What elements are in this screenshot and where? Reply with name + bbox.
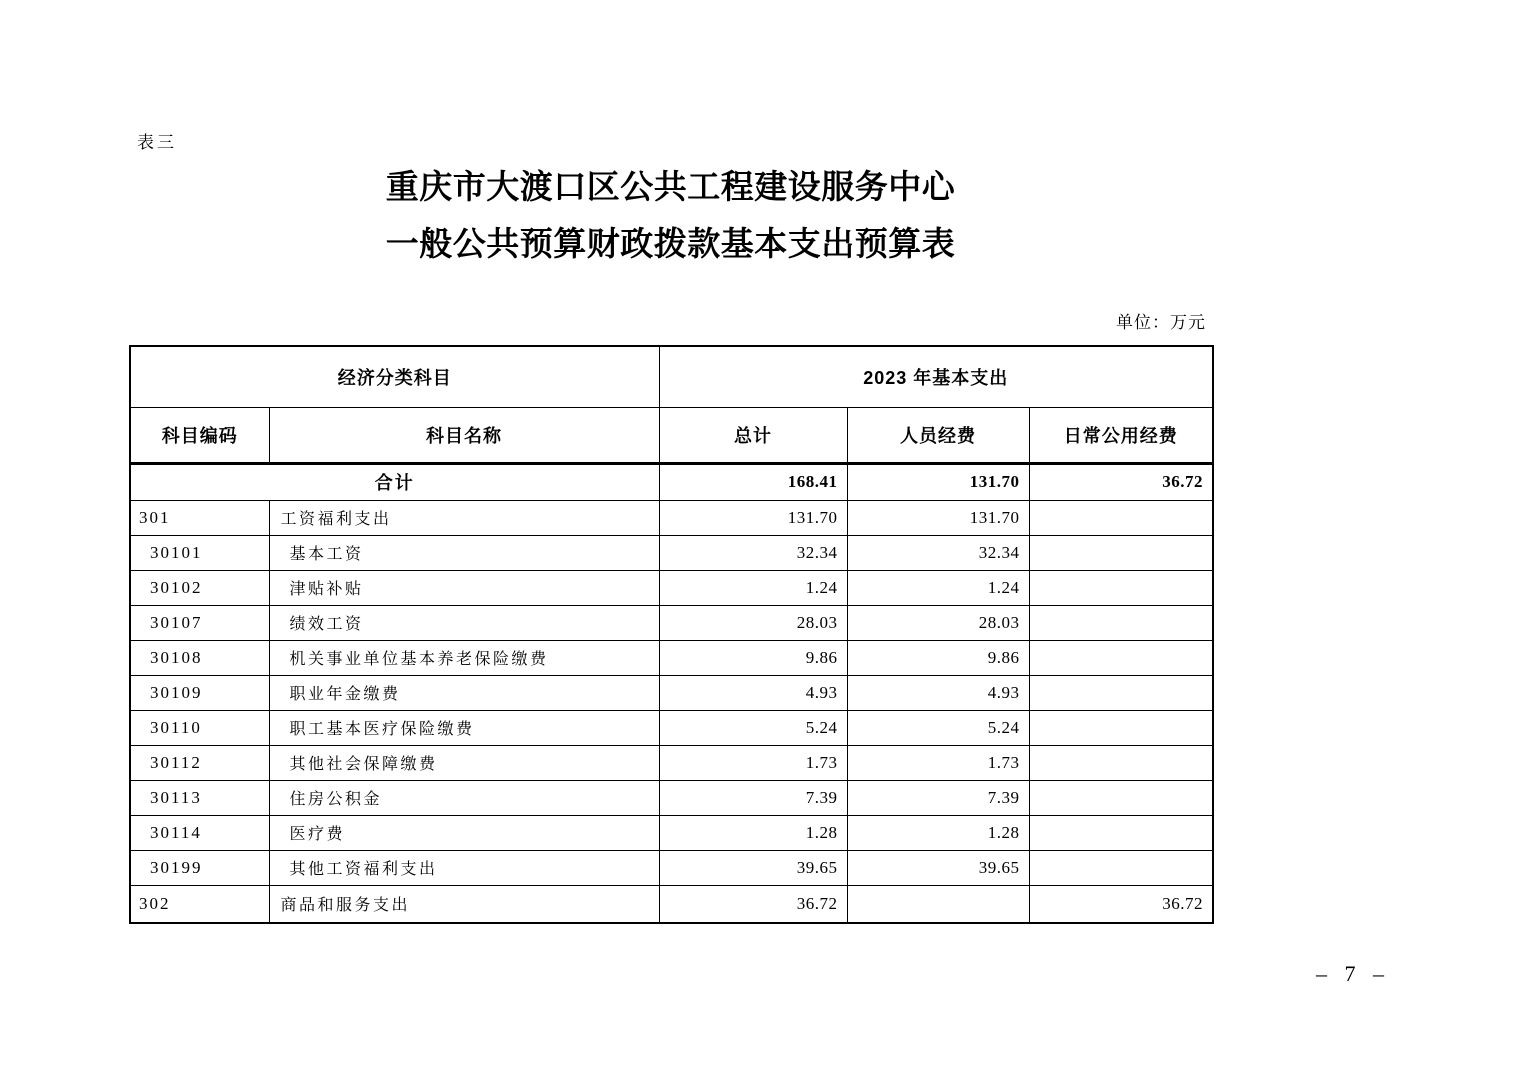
subject-name-cell: 基本工资	[269, 535, 659, 570]
daily-public-funds-cell	[1029, 500, 1213, 535]
col-header-personnel-funds: 人员经费	[847, 407, 1029, 463]
table-row	[130, 850, 1213, 885]
table-row	[130, 535, 1213, 570]
col-header-subject-code: 科目编码	[130, 407, 269, 463]
col-header-total: 总计	[659, 407, 847, 463]
personnel-funds-cell: 4.93	[847, 675, 1029, 710]
personnel-funds-cell: 39.65	[847, 850, 1029, 885]
daily-public-funds-cell	[1029, 745, 1213, 780]
total-cell: 1.73	[659, 745, 847, 780]
subject-name-cell: 机关事业单位基本养老保险缴费	[269, 640, 659, 675]
total-cell: 32.34	[659, 535, 847, 570]
table-label: 表三	[137, 133, 177, 152]
daily-public-funds-cell	[1029, 675, 1213, 710]
subject-code-cell: 30109	[130, 675, 269, 710]
subject-code-cell: 30102	[130, 570, 269, 605]
total-cell: 39.65	[659, 850, 847, 885]
total-cell: 5.24	[659, 710, 847, 745]
personnel-funds-cell: 5.24	[847, 710, 1029, 745]
personnel-funds-cell: 131.70	[847, 500, 1029, 535]
document-title-line1: 重庆市大渡口区公共工程建设服务中心	[385, 170, 956, 206]
table-row	[130, 675, 1213, 710]
header-economic-classification: 经济分类科目	[130, 346, 659, 407]
personnel-funds-cell: 7.39	[847, 780, 1029, 815]
personnel-funds-cell: 9.86	[847, 640, 1029, 675]
total-cell: 36.72	[659, 885, 847, 923]
subject-name-cell: 商品和服务支出	[269, 885, 659, 923]
total-cell: 9.86	[659, 640, 847, 675]
table-row	[130, 815, 1213, 850]
total-cell: 7.39	[659, 780, 847, 815]
header-2023-basic-expenditure: 2023 年基本支出	[659, 346, 1213, 407]
subject-code-cell: 302	[130, 885, 269, 923]
subject-name-cell: 医疗费	[269, 815, 659, 850]
table-row	[130, 605, 1213, 640]
subject-code-cell: 30114	[130, 815, 269, 850]
total-cell: 1.28	[659, 815, 847, 850]
title-block	[129, 160, 1212, 274]
daily-public-funds-cell	[1029, 605, 1213, 640]
table-row	[130, 710, 1213, 745]
table-row	[130, 780, 1213, 815]
personnel-funds-cell: 1.28	[847, 815, 1029, 850]
subject-name-cell: 津贴补贴	[269, 570, 659, 605]
subject-name-cell: 其他工资福利支出	[269, 850, 659, 885]
subject-code-cell: 30112	[130, 745, 269, 780]
unit-note: 单位：万元	[1116, 313, 1206, 332]
total-cell: 1.24	[659, 570, 847, 605]
total-cell: 131.70	[659, 500, 847, 535]
daily-public-funds-cell	[1029, 780, 1213, 815]
budget-table	[129, 345, 1214, 924]
subject-name-cell: 住房公积金	[269, 780, 659, 815]
table-row	[130, 640, 1213, 675]
subject-code-cell: 30107	[130, 605, 269, 640]
subject-code-cell: 30110	[130, 710, 269, 745]
daily-public-funds-cell	[1029, 710, 1213, 745]
total-row-total: 168.41	[659, 463, 847, 500]
subject-name-cell: 职工基本医疗保险缴费	[269, 710, 659, 745]
subject-code-cell: 301	[130, 500, 269, 535]
personnel-funds-cell: 32.34	[847, 535, 1029, 570]
subject-name-cell: 工资福利支出	[269, 500, 659, 535]
table-row	[130, 500, 1213, 535]
personnel-funds-cell: 1.24	[847, 570, 1029, 605]
personnel-funds-cell	[847, 885, 1029, 923]
document-title-line2: 一般公共预算财政拨款基本支出预算表	[385, 227, 956, 263]
header-columns-row	[130, 407, 1213, 463]
col-header-subject-name: 科目名称	[269, 407, 659, 463]
subject-name-cell: 其他社会保障缴费	[269, 745, 659, 780]
total-row-personnel: 131.70	[847, 463, 1029, 500]
table-row	[130, 570, 1213, 605]
header-group-row	[130, 346, 1213, 407]
table-header	[130, 346, 1213, 463]
table-row	[130, 885, 1213, 923]
daily-public-funds-cell: 36.72	[1029, 885, 1213, 923]
table-body	[130, 463, 1213, 923]
subject-code-cell: 30108	[130, 640, 269, 675]
subject-code-cell: 30199	[130, 850, 269, 885]
daily-public-funds-cell	[1029, 815, 1213, 850]
total-cell: 4.93	[659, 675, 847, 710]
daily-public-funds-cell	[1029, 570, 1213, 605]
total-cell: 28.03	[659, 605, 847, 640]
table-row	[130, 745, 1213, 780]
page-number: – 7 –	[1316, 961, 1385, 986]
subject-code-cell: 30113	[130, 780, 269, 815]
daily-public-funds-cell	[1029, 535, 1213, 570]
total-row	[130, 463, 1213, 500]
col-header-daily-public-funds: 日常公用经费	[1029, 407, 1213, 463]
personnel-funds-cell: 1.73	[847, 745, 1029, 780]
total-row-daily: 36.72	[1029, 463, 1213, 500]
total-row-label: 合计	[130, 463, 659, 500]
daily-public-funds-cell	[1029, 850, 1213, 885]
daily-public-funds-cell	[1029, 640, 1213, 675]
personnel-funds-cell: 28.03	[847, 605, 1029, 640]
subject-name-cell: 绩效工资	[269, 605, 659, 640]
subject-name-cell: 职业年金缴费	[269, 675, 659, 710]
subject-code-cell: 30101	[130, 535, 269, 570]
